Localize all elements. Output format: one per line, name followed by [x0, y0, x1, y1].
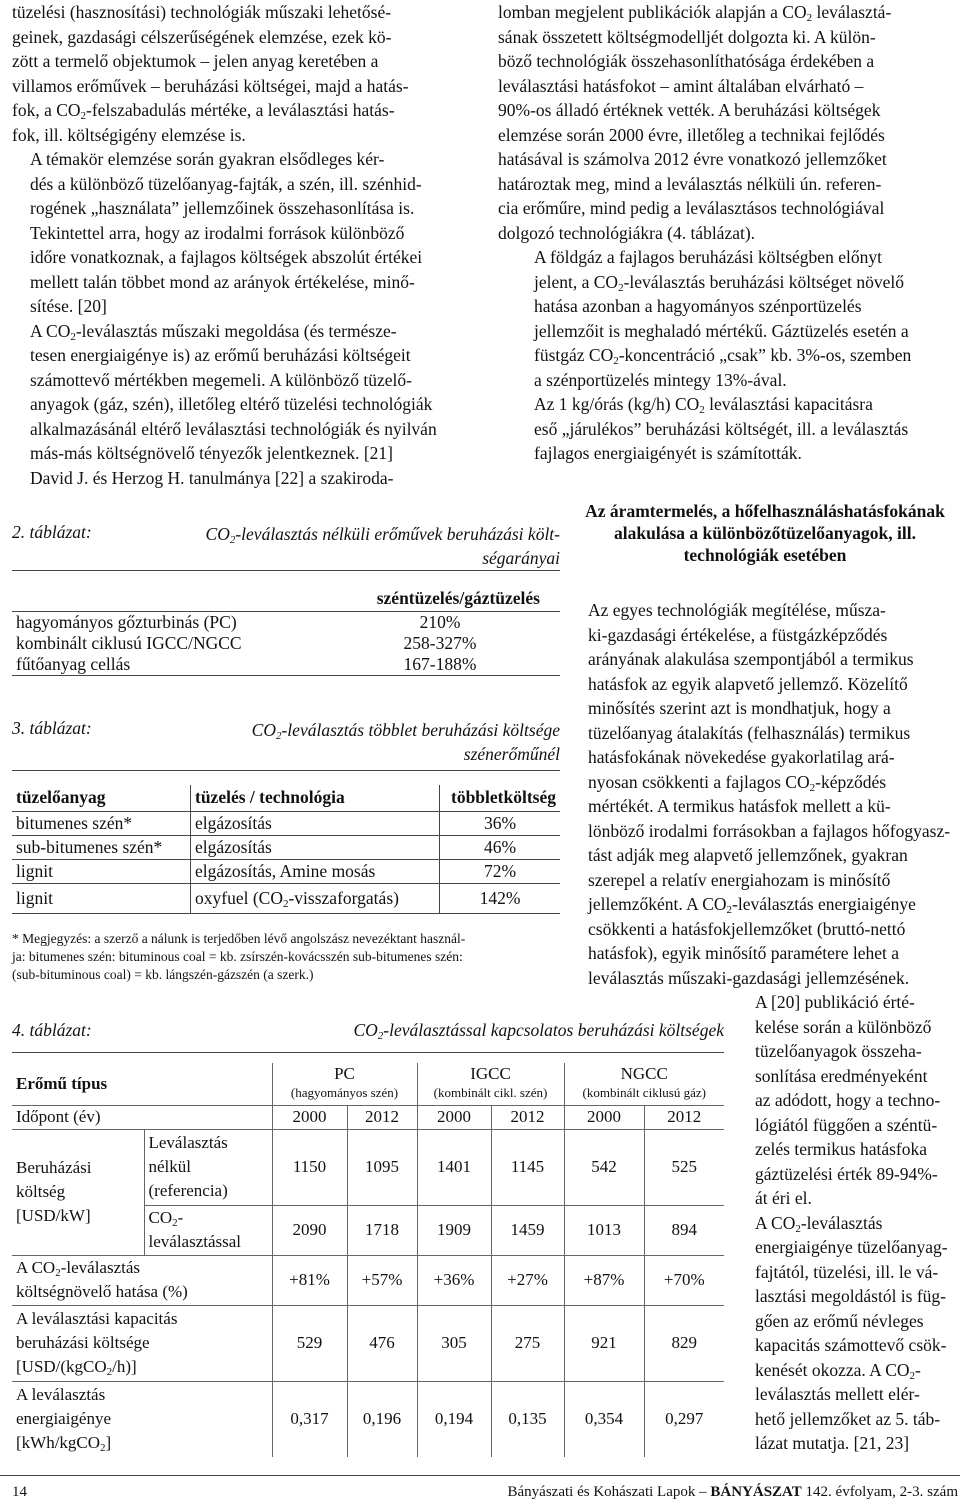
section-heading — [570, 500, 960, 566]
column-group: NGCC (kombinált ciklusú gáz) — [564, 1063, 724, 1105]
table-label: 2. táblázat: — [12, 522, 92, 542]
table-row: bitumenes szén* elgázosítás 36% — [12, 811, 560, 835]
column-header: széntüzelés/gáztüzelés — [376, 587, 540, 608]
text-line: hatásával is számolva 2012 évre vonatkozó jellemzőket — [498, 149, 887, 169]
text-line: lasztási megoldástól is füg- — [755, 1286, 947, 1306]
row-header: Beruházási költség [USD/kW] — [12, 1129, 144, 1255]
table-row: hagyományos gőzturbinás (PC) 210% — [16, 612, 461, 632]
text-line: alkalmazásánál eltérő leválasztási technológiák és nyilván — [30, 418, 437, 439]
paragraph — [737, 1211, 958, 1456]
text-line: a szénportüzelés mintegy 13%-ával. — [534, 369, 787, 390]
table-4 — [12, 1052, 724, 1457]
footer-rule — [0, 1475, 960, 1476]
text-line: az adódott, hogy a techno- — [755, 1090, 941, 1110]
text-line: hatása azonban a hagyományos szénportüzelés — [534, 296, 862, 316]
text-line: 90%-os álladó értéknek vették. A beruházási költségek — [498, 100, 881, 120]
right-column-lower — [570, 598, 958, 990]
journal-info: Bányászati és Kohászati Lapok – BÁNYÁSZAT 142. évfolyam, 2-3. szám — [507, 1484, 958, 1500]
text-line: füstgáz $CO_2$-koncentráció „csak” kb. 3%-os, szemben — [534, 345, 912, 367]
column-header: tüzelőanyag — [16, 787, 106, 808]
text-line: lázat mutatja. [21, 23] — [755, 1433, 910, 1453]
paragraph — [12, 147, 468, 319]
paragraph — [516, 245, 950, 392]
text-line: A földgáz a fajlagos beruházási költségben előnyt — [534, 247, 882, 267]
text-line: elemzése során 2000 évre, illetőleg a technikai fejlődés — [498, 124, 885, 145]
table-row: lignit oxyfuel $(CO_2-visszaforgatás)$ 142% — [12, 883, 560, 913]
text-line: sának összetett költségmodelljét dolgozta ki. A külön- — [498, 26, 876, 47]
text-line: tesen energiaigénye is) az erőmű beruházási költségeit — [30, 345, 411, 365]
text-line: leválasztási hatásfokot – amint általában elvárható – — [498, 75, 864, 96]
text-line: cia erőműre, mind pedig a leválasztásos technológiával — [498, 198, 885, 218]
column-header: többletköltség — [440, 785, 561, 811]
text-line: fok, ill. költségigény elemzése is. — [12, 124, 246, 145]
text-line: dés a különböző tüzelőanyag-fajták, a szén, ill. szénhid- — [30, 173, 422, 194]
text-line: jellemzőit is meghaladó mértékű. Gáztüzelés esetén a — [534, 320, 909, 341]
row-header: A $CO_2$-leválasztás költségnövelő hatása (%) — [12, 1255, 272, 1305]
column-header: tüzelés / technológia — [191, 785, 440, 811]
text-line: rogének „használata” jellemzőinek összehasonlítása is. — [30, 198, 415, 218]
text-line: mértékét. A termikus hatásfok mellett a kü- — [588, 796, 891, 816]
table-2-grid — [12, 585, 560, 676]
text-line: tást adják meg alapvető jellemzőnek, gyakran — [588, 845, 908, 865]
table-title: $CO_2$-leválasztás nélküli erőművek beruházási költ- ségarányai — [205, 524, 560, 568]
text-line: villamos erőművek – beruházási költségei, majd a hatás- — [12, 75, 409, 96]
table-2 — [12, 570, 560, 676]
page-number: 14 — [12, 1484, 27, 1500]
text-line: szerepel a relatív energiahozam is minősítő — [588, 869, 891, 890]
text-line: jelent, a $CO_2$-leválasztás beruházási költséget növelő — [534, 271, 904, 294]
paragraph — [12, 319, 468, 491]
text-line: arányának alakulása szempontjából a termikus — [588, 649, 914, 669]
text-line: tüzelőanyag átalakítás (felhasználás) termikus — [588, 722, 911, 743]
table-3 — [12, 770, 560, 984]
text-line: más-más költségnövelő tényezők jelentkeznek. [21] — [30, 443, 394, 463]
table-row: A $CO_2$-leválasztás költségnövelő hatása (%) +81% +57% +36% +27% +87% +70% — [12, 1255, 724, 1305]
text-line: böző technológiák összehasonlíthatósága érdekében a — [498, 51, 875, 71]
text-line: hatásfok az egyik alapvető jellemző. Közelítő — [588, 673, 908, 694]
text-line: fajtától, tüzelési, ill. le vá- — [755, 1261, 939, 1282]
right-column-mid — [516, 245, 950, 466]
table-row: fűtőanyag cellás 167-188% — [12, 654, 560, 676]
text-line: lönböző irodalmi forrásokban a fajlagos hőfogyasz- — [588, 820, 951, 841]
text-line: csökkenti a hatásfokjellemzőket (bruttó-nettó — [588, 918, 906, 939]
text-line: tüzelőanyagok összeha- — [755, 1041, 922, 1061]
table-row: lignit elgázosítás, Amine mosás 72% — [12, 859, 560, 883]
table-3-grid — [12, 785, 560, 914]
table-row: Beruházási költség [USD/kW] Leválasztás nélkül (referencia) 1150 1095 1401 1145 542 525 — [12, 1129, 724, 1205]
paragraph — [737, 990, 958, 1211]
text-line: Az áramtermelés, a hőfelhasználás — [585, 501, 844, 521]
table-label: 4. táblázat: — [12, 1020, 92, 1040]
text-line: hatásfokának alakulása a különböző — [614, 501, 945, 543]
text-line: gáztüzelési érték 89-94%- — [755, 1163, 938, 1184]
paragraph — [12, 0, 468, 147]
right-column-bottom — [737, 990, 958, 1456]
text-line: Az 1 kg/órás (kg/h) $CO_2$ leválasztási kapacitásra — [534, 394, 873, 416]
paragraph — [516, 392, 950, 466]
table-row: Időpont (év) 2000 2012 2000 2012 2000 2012 — [12, 1105, 724, 1129]
row-header: A leválasztás energiaigénye [kWh/kgCO$_2$] — [12, 1381, 272, 1457]
text-line: zelés termikus hatásfoka — [755, 1139, 928, 1159]
text-line: kelése során a különböző — [755, 1016, 932, 1037]
text-line: minősítés szerint azt is mondhatjuk, hogy a — [588, 698, 891, 718]
table-row: sub-bitumenes szén* elgázosítás 46% — [12, 835, 560, 859]
table-row: A leválasztás energiaigénye [kWh/kgCO$_2$] 0,317 0,196 0,194 0,135 0,354 0,297 — [12, 1381, 724, 1457]
row-subheader: $CO_2-$ leválasztással — [144, 1205, 272, 1255]
text-line: Az egyes technológiák megítélése, műsza- — [588, 600, 886, 620]
text-line: eső „járulékos” beruházási költségét, ill. a leválasztás — [534, 418, 909, 439]
column-group: PC (hagyományos szén) — [272, 1063, 417, 1105]
text-line: tüzelési (hasznosítási) technológiák műszaki lehetősé- — [12, 2, 392, 22]
text-line: hatásfok), egyik minősítő paramétere lehet a — [588, 943, 899, 963]
text-line: mellett talán többet mond az arányok értékelése, minő- — [30, 271, 415, 292]
text-line: határoztak meg, mind a leválasztás nélküli ún. referen- — [498, 173, 882, 194]
table-4-grid — [12, 1063, 724, 1457]
text-line: lomban megjelent publikációk alapján a $CO_2$ leválasztá- — [498, 2, 892, 24]
text-line: lógiától függően a széntü- — [755, 1114, 938, 1135]
text-line: leválasztás mellett elér- — [755, 1384, 920, 1404]
text-line: ki-gazdasági értékelése, a füstgázképződés — [588, 624, 888, 645]
text-line: Tekintettel arra, hogy az irodalmi források különböző — [30, 222, 405, 243]
table-row: A leválasztási kapacitás beruházási költsége [USD/(kgCO$_2$/h)] 529 476 305 275 921 829 — [12, 1305, 724, 1381]
text-line: energiaigénye tüzelőanyag- — [755, 1237, 948, 1257]
text-line: kapacitás számottevő csök- — [755, 1335, 947, 1355]
text-line: anyagok (gáz, szén), illetőleg eltérő tüzelési technológiák — [30, 394, 433, 414]
text-line: dolgozó technológiákra (4. táblázat). — [498, 222, 756, 243]
column-header: Erőmű típus — [12, 1063, 272, 1105]
text-line: kenését okozza. A $CO_2-$ — [755, 1359, 921, 1382]
text-line: jellemzőként. A $CO_2$-leválasztás energiaigénye — [588, 894, 916, 916]
text-line: hatásfokának növekedése gyakorlatilag ará- — [588, 747, 895, 767]
paragraph — [498, 0, 950, 245]
column-group: IGCC (kombinált cikl. szén) — [417, 1063, 564, 1105]
text-line: sítése. [20] — [30, 296, 107, 316]
text-line: tüzelőanyagok, ill. technológiák esetében — [683, 523, 916, 565]
table-title: $CO_2$-leválasztás többlet beruházási költsége szénerőműnél — [251, 720, 560, 764]
text-line: A [20] publikáció érté- — [755, 992, 915, 1012]
row-header: A leválasztási kapacitás beruházási költsége [USD/(kgCO$_2$/h)] — [12, 1305, 272, 1381]
text-line: A $CO_2$-leválasztás — [755, 1212, 883, 1235]
text-line: zött a termelő objektumok – jelen anyag keretében a — [12, 51, 379, 71]
table-label: 3. táblázat: — [12, 718, 92, 738]
table-note: * Megjegyzés: a szerző a nálunk is terjedőben lévő angolszász nevezéktant használ- ja: bitumenes szén: bituminous coal = kb. zsírszén-kovácsszén sub-bitumenes szén: (sub-bituminous coal) = kb. lángszén-gázszén (a szerk.) — [12, 930, 466, 982]
text-line: David J. és Herzog H. tanulmánya [22] a szakiroda- — [30, 467, 394, 488]
text-line: fajlagos energiaigényét is számították. — [534, 443, 802, 463]
right-column-top — [498, 0, 950, 245]
text-line: hető jellemzőket az 5. táb- — [755, 1408, 941, 1429]
text-line: sonlítása eredményeként — [755, 1065, 928, 1086]
text-line: át éri el. — [755, 1188, 812, 1208]
text-line: A $CO_2$-leválasztás műszaki megoldása (és természe- — [30, 320, 397, 343]
text-line: gően az erőmű névleges — [755, 1310, 924, 1331]
text-line: fok, a $CO_2$-felszabadulás mértéke, a leválasztási hatás- — [12, 100, 395, 122]
text-line: leválasztás műszaki-gazdasági jellemzésének. — [588, 967, 910, 988]
text-line: nyosan csökkenti a fajlagos $CO_2$-képződés — [588, 771, 887, 794]
row-subheader: Leválasztás nélkül (referencia) — [144, 1129, 272, 1205]
text-line: időre vonatkoznak, a fajlagos költségek abszolút értékei — [30, 247, 423, 267]
left-column — [12, 0, 468, 490]
text-line: geinek, gazdasági célszerűségének elemzése, ezek kö- — [12, 26, 392, 47]
table-title: $CO_2$-leválasztással kapcsolatos beruházási költségek — [353, 1020, 724, 1042]
table-row: kombinált ciklusú IGCC/NGCC 258-327% — [16, 633, 477, 653]
table-row: $CO_2-$ leválasztással 2090 1718 1909 1459 1013 894 — [12, 1205, 724, 1255]
text-line: számottevő mértékben megemeli. A különböző tüzelő- — [30, 369, 412, 390]
text-line: A témakör elemzése során gyakran elsődleges kér- — [30, 149, 385, 169]
paragraph — [570, 598, 958, 990]
